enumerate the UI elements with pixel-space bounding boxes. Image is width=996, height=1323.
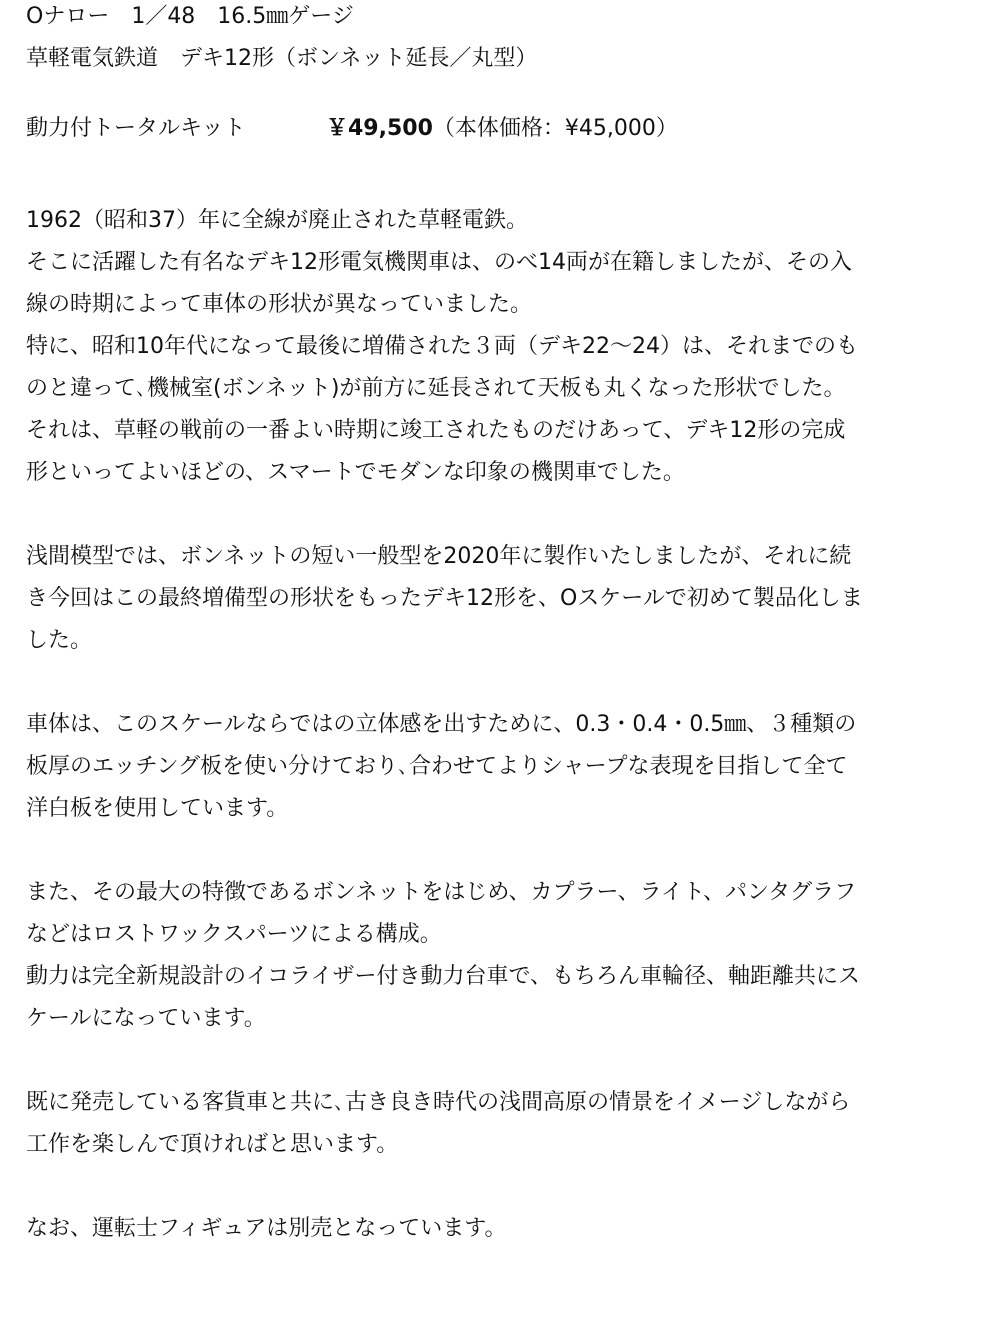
text-line: 動力は完全新規設計のイコライザー付き動力台車で、もちろん車輪径、軸距離共にス [26, 964, 861, 989]
text-line: ケールになっています。 [26, 1006, 266, 1031]
text-line: した。 [26, 628, 93, 653]
paragraph-parts-power [26, 872, 971, 1040]
text-line: などはロストワックスパーツによる構成。 [26, 922, 442, 947]
paragraph-history [26, 200, 971, 494]
text-line: また、その最大の特徴であるボンネットをはじめ、カプラー、ライト、パンタグラフ [26, 880, 857, 905]
product-title: 草軽電気鉄道 デキ12形（ボンネット延長／丸型） [26, 46, 538, 71]
product-description [26, 0, 971, 1250]
text-line: 浅間模型では、ボンネットの短い一般型を2020年に製作いたしましたが、それに続 [26, 544, 852, 569]
text-line: 板厚のエッチング板を使い分けており､合わせてよりシャープな表現を目指して全て [26, 754, 848, 779]
paragraph-product-intro [26, 536, 971, 662]
price-amount: ￥49,500 [326, 116, 433, 141]
paragraph-note [26, 1208, 971, 1250]
text-line: そこに活躍した有名なデキ12形電気機関車は、のべ14両が在籍しましたが、その入 [26, 250, 852, 275]
text-line: 車体は、このスケールならではの立体感を出すために、0.3・0.4・0.5㎜、３種類の [26, 712, 857, 737]
text-line: 形といってよいほどの、スマートでモダンな印象の機関車でした。 [26, 460, 685, 485]
paragraph-closing [26, 1082, 971, 1166]
paragraph-body-material [26, 704, 971, 830]
text-line: 特に、昭和10年代になって最後に増備された３両（デキ22～24）は、それまでのも [26, 334, 858, 359]
text-line: き今回はこの最終増備型の形状をもったデキ12形を、Oスケールで初めて製品化しま [26, 586, 863, 611]
text-line: 1962（昭和37）年に全線が廃止された草軽電鉄。 [26, 208, 528, 233]
kit-type-label: 動力付トータルキット [26, 116, 246, 141]
price-row [26, 114, 971, 144]
text-line: 線の時期によって車体の形状が異なっていました。 [26, 292, 533, 317]
text-line: 工作を楽しんで頂ければと思います。 [26, 1132, 399, 1157]
text-line: のと違って､機械室(ボンネット)が前方に延長されて天板も丸くなった形状でした。 [26, 376, 846, 401]
text-line: 洋白板を使用しています。 [26, 796, 289, 821]
text-line: なお、運転士フィギュアは別売となっています。 [26, 1216, 507, 1241]
gauge-heading: Oナロー 1／48 16.5㎜ゲージ [26, 4, 354, 29]
price-base: （本体価格：¥45,000） [432, 116, 678, 141]
text-line: それは、草軽の戦前の一番よい時期に竣工されたものだけあって、デキ12形の完成 [26, 418, 846, 443]
text-line: 既に発売している客貨車と共に､古き良き時代の浅間高原の情景をイメージしながら [26, 1090, 851, 1115]
